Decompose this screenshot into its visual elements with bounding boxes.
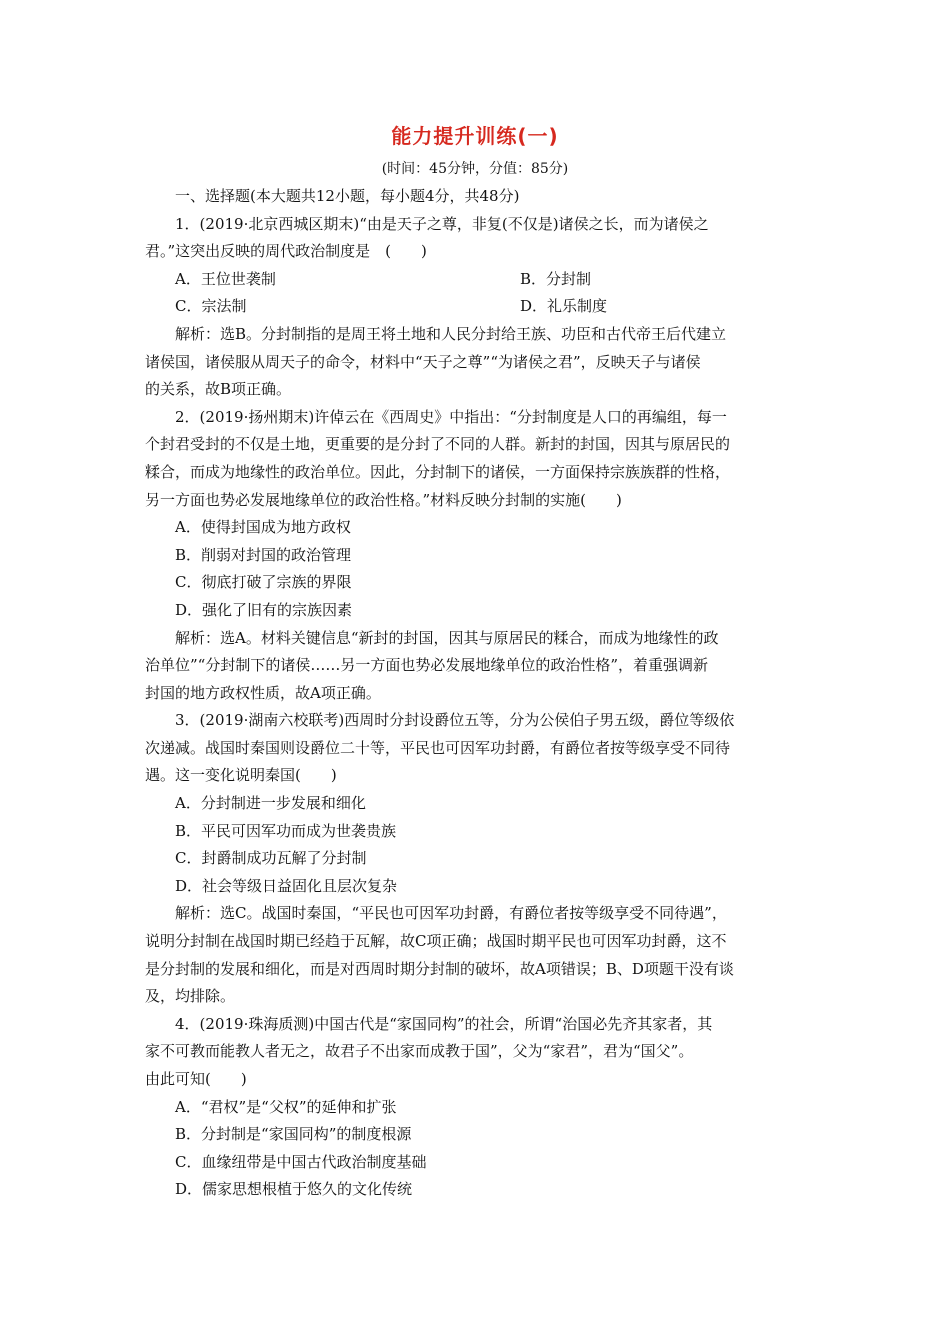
analysis-line: 及，均排除。 bbox=[145, 987, 236, 1006]
analysis-line: 的关系，故B项正确。 bbox=[145, 380, 292, 399]
question-stem-line: 2．(2019·扬州期末)许倬云在《西周史》中指出：“分封制度是人口的再编组，每一 bbox=[175, 407, 727, 426]
question-stem-line: 另一方面也势必发展地缘单位的政治性格。”材料反映分封制的实施( ) bbox=[145, 490, 622, 509]
question-stem-line: 糅合，而成为地缘性的政治单位。因此，分封制下的诸侯，一方面保持宗族族群的性格， bbox=[145, 462, 731, 481]
option-a: A．王位世袭制 bbox=[175, 269, 276, 288]
section-heading: 一、选择题(本大题共12小题，每小题4分，共48分) bbox=[175, 187, 520, 205]
option-c: C．血缘纽带是中国古代政治制度基础 bbox=[175, 1152, 427, 1171]
analysis-line: 是分封制的发展和细化，而是对西周时期分封制的破坏，故A项错误；B、D项题干没有谈 bbox=[145, 959, 734, 978]
question-stem-line: 君。”这突出反映的周代政治制度是 ( ) bbox=[145, 242, 427, 261]
question-stem-line: 次递减。战国时秦国则设爵位二十等，平民也可因军功封爵，有爵位者按等级享受不同待 bbox=[145, 738, 731, 757]
option-b: B．削弱对封国的政治管理 bbox=[175, 545, 352, 564]
question-stem-line: 家不可教而能教人者无之，故君子不出家而成教于国”，父为“家君”，君为“国父”。 bbox=[145, 1042, 694, 1061]
option-a: A．分封制进一步发展和细化 bbox=[175, 794, 366, 813]
option-c: C．彻底打破了宗族的界限 bbox=[175, 573, 352, 592]
option-d: D．社会等级日益固化且层次复杂 bbox=[175, 876, 398, 895]
page-subtitle: (时间：45分钟，分值：85分) bbox=[381, 161, 569, 177]
analysis-line: 说明分封制在战国时期已经趋于瓦解，故C项正确；战国时期平民也可因军功封爵，这不 bbox=[145, 932, 727, 951]
analysis-line: 治单位”“分封制下的诸侯……另一方面也势必发展地缘单位的政治性格”，着重强调新 bbox=[145, 656, 709, 675]
analysis-line: 诸侯国，诸侯服从周天子的命令，材料中“天子之尊”“为诸侯之君”，反映天子与诸侯 bbox=[145, 352, 701, 371]
question-2 bbox=[145, 404, 810, 708]
analysis-line: 封国的地方政权性质，故A项正确。 bbox=[145, 683, 381, 702]
option-d: D．礼乐制度 bbox=[520, 297, 608, 316]
page-title: 能力提升训练(一) bbox=[391, 124, 559, 148]
question-stem-line: 3．(2019·湖南六校联考)西周时分封设爵位五等，分为公侯伯子男五级，爵位等级依 bbox=[175, 711, 735, 730]
option-b: B．分封制 bbox=[520, 269, 592, 288]
question-stem-line: 由此可知( ) bbox=[145, 1070, 247, 1088]
option-c: C．封爵制成功瓦解了分封制 bbox=[175, 849, 367, 868]
option-d: D．儒家思想根植于悠久的文化传统 bbox=[175, 1180, 413, 1199]
option-d: D．强化了旧有的宗族因素 bbox=[175, 600, 353, 619]
question-1 bbox=[145, 211, 810, 404]
option-row bbox=[145, 293, 810, 321]
option-b: B．分封制是“家国同构”的制度根源 bbox=[175, 1125, 412, 1144]
analysis-line: 解析：选B。分封制指的是周王将土地和人民分封给王族、功臣和古代帝王后代建立 bbox=[175, 324, 727, 343]
question-stem-line: 遇。这一变化说明秦国( ) bbox=[145, 766, 337, 785]
analysis-line: 解析：选C。战国时秦国，“平民也可因军功封爵，有爵位者按等级享受不同待遇”， bbox=[175, 904, 727, 923]
analysis-line: 解析：选A。材料关键信息“新封的封国，因其与原居民的糅合，而成为地缘性的政 bbox=[175, 628, 719, 647]
question-3 bbox=[145, 707, 810, 1011]
option-b: B．平民可因军功而成为世袭贵族 bbox=[175, 821, 397, 840]
option-c: C．宗法制 bbox=[175, 297, 247, 316]
question-4 bbox=[145, 1011, 810, 1204]
option-row bbox=[145, 266, 810, 294]
question-stem-line: 4．(2019·珠海质测)中国古代是“家国同构”的社会，所谓“治国必先齐其家者，其 bbox=[175, 1014, 713, 1033]
option-a: A．使得封国成为地方政权 bbox=[175, 518, 351, 537]
document-body bbox=[145, 183, 810, 1204]
option-a: A．“君权”是“父权”的延伸和扩张 bbox=[175, 1097, 397, 1116]
question-stem-line: 1．(2019·北京西城区期末)“由是天子之尊，非复(不仅是)诸侯之长，而为诸侯之 bbox=[175, 214, 709, 233]
question-stem-line: 个封君受封的不仅是土地，更重要的是分封了不同的人群。新封的封国，因其与原居民的 bbox=[145, 435, 731, 454]
